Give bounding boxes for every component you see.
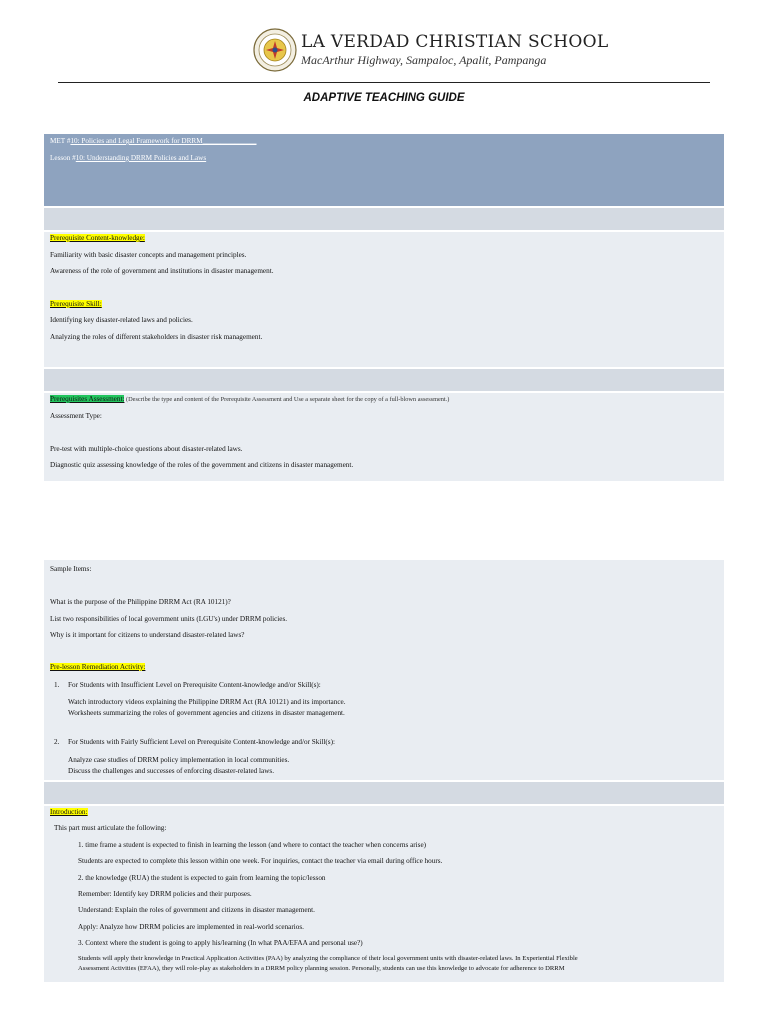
introduction-line: Remember: Identify key DRRM policies and their purposes. — [78, 890, 252, 898]
remediation-item: Worksheets summarizing the roles of government agencies and citizens in disaster management. — [68, 709, 345, 717]
sample-items-label: Sample Items: — [50, 565, 92, 573]
lesson-prefix: Lesson # — [50, 154, 76, 162]
school-address: MacArthur Highway, Sampaloc, Apalit, Pampanga — [301, 53, 547, 67]
prereq-skill-item: Identifying key disaster-related laws and policies. — [50, 316, 193, 324]
sample-remediation-panel — [44, 560, 724, 780]
remediation-item: Analyze case studies of DRRM policy implementation in local communities. — [68, 756, 290, 764]
school-seal-icon — [253, 28, 297, 72]
prerequisite-panel — [44, 232, 724, 367]
section-separator — [44, 369, 724, 391]
prereq-content-item: Awareness of the role of government and institutions in disaster management. — [50, 267, 274, 275]
introduction-line: 2. the knowledge (RUA) the student is expected to gain from learning the topic/lesson — [78, 874, 326, 882]
met-line — [50, 137, 257, 145]
prereq-skill-item: Analyzing the roles of different stakeholders in disaster risk management. — [50, 333, 263, 341]
introduction-panel — [44, 806, 724, 982]
assessment-note: (Describe the type and content of the Prerequisite Assessment and Use a separate sheet for the copy of a full-blown assessment.) — [124, 396, 450, 403]
prereq-content-heading: Prerequisite Content-knowledge: — [50, 234, 145, 242]
section-separator — [44, 208, 724, 230]
met-prefix: MET # — [50, 137, 71, 145]
document-title: ADAPTIVE TEACHING GUIDE — [303, 92, 465, 104]
lesson-line — [50, 154, 206, 162]
assessment-heading: Prerequisites Assessment: — [50, 395, 125, 403]
met-title: 10: Policies and Legal Framework for DRRM_______________ — [70, 137, 257, 145]
introduction-line: Understand: Explain the roles of government and citizens in disaster management. — [78, 906, 315, 914]
introduction-line: Apply: Analyze how DRRM policies are implemented in real-world scenarios. — [78, 923, 304, 931]
sample-item: What is the purpose of the Philippine DRRM Act (RA 10121)? — [50, 598, 231, 606]
sample-item: List two responsibilities of local government units (LGU's) under DRRM policies. — [50, 615, 288, 623]
header-divider — [58, 82, 710, 83]
introduction-line: 3. Context where the student is going to apply his/learning (In what PAA/EFAA and personal use?) — [78, 939, 363, 947]
school-name: LA VERDAD CHRISTIAN SCHOOL — [301, 32, 609, 52]
introduction-lead: This part must articulate the following: — [54, 824, 167, 832]
section-separator — [44, 782, 724, 804]
remediation-item: Discuss the challenges and successes of enforcing disaster-related laws. — [68, 767, 275, 775]
introduction-line: 1. time frame a student is expected to finish in learning the lesson (and where to contact the teacher when concerns arise) — [78, 841, 427, 849]
prereq-skill-heading: Prerequisite Skill: — [50, 300, 102, 308]
introduction-line: Assessment Activities (EFAA), they will role-play as stakeholders in a DRRM policy planning session. Personally, students can use this knowledge to advocate for adherence to DRRM — [78, 965, 565, 972]
remediation-group-2-number: 2. — [54, 738, 60, 746]
introduction-line: Students will apply their knowledge in Practical Application Activities (PAA) by analyzing the compliance of their local government units with disaster-related laws. In Experiential Flexible — [78, 955, 578, 962]
remediation-group-2-title: For Students with Fairly Sufficient Level on Prerequisite Content-knowledge and/or Skill(s): — [68, 738, 335, 746]
remediation-group-1-number: 1. — [54, 681, 60, 689]
assessment-panel — [44, 393, 724, 481]
lesson-title: 10: Understanding DRRM Policies and Laws — [75, 154, 207, 162]
sample-item: Why is it important for citizens to understand disaster-related laws? — [50, 631, 245, 639]
assessment-heading-line — [50, 395, 449, 403]
remediation-group-1-title: For Students with Insufficient Level on Prerequisite Content-knowledge and/or Skill(s): — [68, 681, 321, 689]
remediation-item: Watch introductory videos explaining the Philippine DRRM Act (RA 10121) and its importance. — [68, 698, 346, 706]
introduction-line: Students are expected to complete this lesson within one week. For inquiries, contact the teacher via email during office hours. — [78, 857, 443, 865]
prereq-content-item: Familiarity with basic disaster concepts and management principles. — [50, 251, 247, 259]
met-panel — [44, 134, 724, 206]
school-header — [0, 28, 768, 78]
remediation-heading: Pre-lesson Remediation Activity: — [50, 663, 146, 671]
assessment-item: Diagnostic quiz assessing knowledge of the roles of the government and citizens in disaster management. — [50, 461, 354, 469]
assessment-item: Pre-test with multiple-choice questions about disaster-related laws. — [50, 445, 243, 453]
assessment-type-label: Assessment Type: — [50, 412, 102, 420]
introduction-heading: Introduction: — [50, 808, 88, 816]
